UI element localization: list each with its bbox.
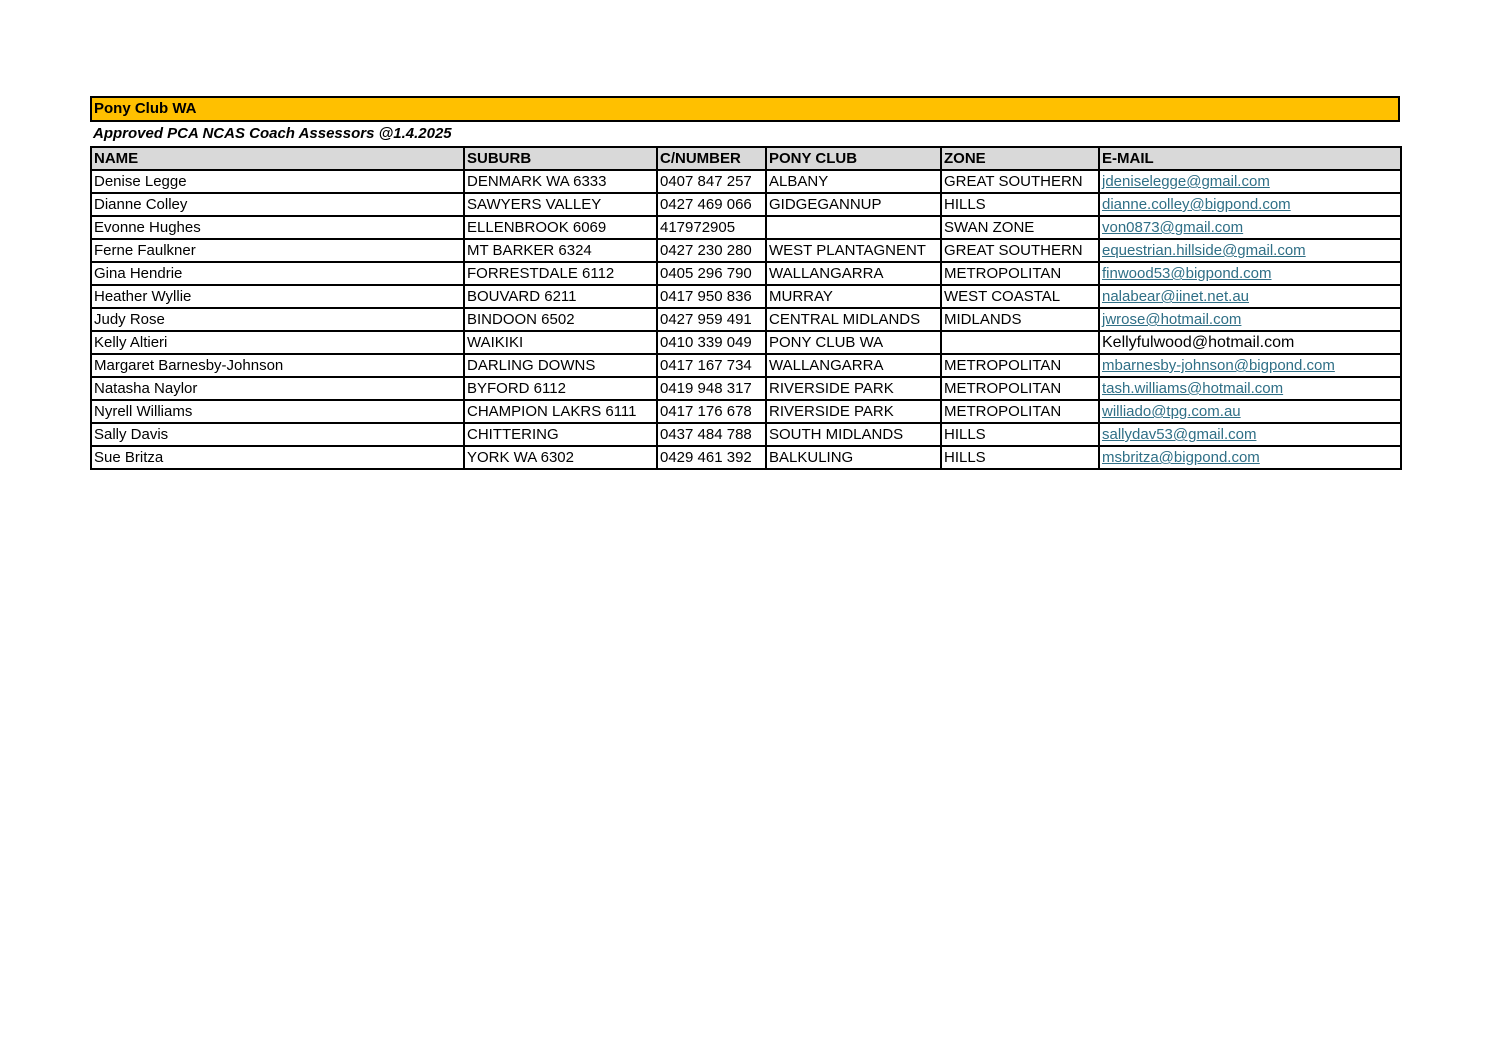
cell-zone: HILLS — [941, 446, 1099, 469]
cell-number: 0427 959 491 — [657, 308, 766, 331]
cell-number: 0437 484 788 — [657, 423, 766, 446]
cell-zone: HILLS — [941, 423, 1099, 446]
email-link[interactable]: msbritza@bigpond.com — [1102, 449, 1260, 466]
cell-email — [1099, 354, 1401, 377]
cell-email — [1099, 400, 1401, 423]
column-header-pony-club: PONY CLUB — [766, 147, 941, 170]
cell-name: Heather Wyllie — [91, 285, 464, 308]
cell-suburb: CHAMPION LAKRS 6111 — [464, 400, 657, 423]
cell-zone: GREAT SOUTHERN — [941, 170, 1099, 193]
cell-number: 417972905 — [657, 216, 766, 239]
table-row — [91, 308, 1401, 331]
table-row — [91, 170, 1401, 193]
cell-number: 0417 950 836 — [657, 285, 766, 308]
cell-email — [1099, 377, 1401, 400]
cell-email — [1099, 446, 1401, 469]
cell-name: Sue Britza — [91, 446, 464, 469]
header-row — [91, 147, 1401, 170]
cell-suburb: ELLENBROOK 6069 — [464, 216, 657, 239]
table-row — [91, 193, 1401, 216]
cell-pony-club: MURRAY — [766, 285, 941, 308]
cell-email — [1099, 308, 1401, 331]
cell-email — [1099, 239, 1401, 262]
cell-zone: METROPOLITAN — [941, 354, 1099, 377]
table-row — [91, 354, 1401, 377]
email-link[interactable]: mbarnesby-johnson@bigpond.com — [1102, 357, 1335, 374]
cell-email — [1099, 262, 1401, 285]
cell-pony-club: RIVERSIDE PARK — [766, 400, 941, 423]
table-row — [91, 331, 1401, 354]
cell-number: 0405 296 790 — [657, 262, 766, 285]
cell-email — [1099, 193, 1401, 216]
email-link[interactable]: jdeniselegge@gmail.com — [1102, 173, 1270, 190]
cell-zone: METROPOLITAN — [941, 377, 1099, 400]
cell-suburb: WAIKIKI — [464, 331, 657, 354]
cell-suburb: BINDOON 6502 — [464, 308, 657, 331]
table-row — [91, 262, 1401, 285]
cell-pony-club: WALLANGARRA — [766, 354, 941, 377]
table-row — [91, 285, 1401, 308]
cell-suburb: SAWYERS VALLEY — [464, 193, 657, 216]
email-link[interactable]: sallydav53@gmail.com — [1102, 426, 1257, 443]
cell-name: Nyrell Williams — [91, 400, 464, 423]
table-body — [91, 170, 1401, 469]
cell-pony-club: WEST PLANTAGNENT — [766, 239, 941, 262]
cell-pony-club: WALLANGARRA — [766, 262, 941, 285]
email-link[interactable]: finwood53@bigpond.com — [1102, 265, 1272, 282]
cell-name: Denise Legge — [91, 170, 464, 193]
cell-pony-club: PONY CLUB WA — [766, 331, 941, 354]
table-row — [91, 446, 1401, 469]
cell-number: 0417 167 734 — [657, 354, 766, 377]
email-link[interactable]: jwrose@hotmail.com — [1102, 311, 1242, 328]
table-row — [91, 400, 1401, 423]
column-header-name: NAME — [91, 147, 464, 170]
email-link[interactable]: nalabear@iinet.net.au — [1102, 288, 1249, 305]
cell-zone — [941, 331, 1099, 354]
cell-name: Judy Rose — [91, 308, 464, 331]
cell-email — [1099, 285, 1401, 308]
cell-suburb: DENMARK WA 6333 — [464, 170, 657, 193]
cell-name: Sally Davis — [91, 423, 464, 446]
email-link[interactable]: von0873@gmail.com — [1102, 219, 1244, 236]
cell-suburb: YORK WA 6302 — [464, 446, 657, 469]
cell-name: Natasha Naylor — [91, 377, 464, 400]
cell-zone: SWAN ZONE — [941, 216, 1099, 239]
cell-email — [1099, 331, 1401, 354]
cell-name: Margaret Barnesby-Johnson — [91, 354, 464, 377]
cell-zone: HILLS — [941, 193, 1099, 216]
cell-pony-club: ALBANY — [766, 170, 941, 193]
cell-number: 0419 948 317 — [657, 377, 766, 400]
cell-pony-club: RIVERSIDE PARK — [766, 377, 941, 400]
cell-name: Kelly Altieri — [91, 331, 464, 354]
cell-email — [1099, 423, 1401, 446]
org-banner: Pony Club WA — [90, 96, 1400, 122]
cell-pony-club: BALKULING — [766, 446, 941, 469]
cell-name: Dianne Colley — [91, 193, 464, 216]
cell-pony-club: CENTRAL MIDLANDS — [766, 308, 941, 331]
assessors-table — [90, 146, 1402, 470]
table-row — [91, 377, 1401, 400]
sheet-subtitle: Approved PCA NCAS Coach Assessors @1.4.2025 — [93, 125, 452, 142]
cell-suburb: BOUVARD 6211 — [464, 285, 657, 308]
email-link[interactable]: tash.williams@hotmail.com — [1102, 380, 1284, 397]
column-header-email: E-MAIL — [1099, 147, 1401, 170]
table-row — [91, 423, 1401, 446]
cell-suburb: BYFORD 6112 — [464, 377, 657, 400]
cell-email — [1099, 216, 1401, 239]
cell-number: 0427 469 066 — [657, 193, 766, 216]
cell-name: Evonne Hughes — [91, 216, 464, 239]
cell-suburb: MT BARKER 6324 — [464, 239, 657, 262]
column-header-suburb: SUBURB — [464, 147, 657, 170]
column-header-zone: ZONE — [941, 147, 1099, 170]
cell-number: 0407 847 257 — [657, 170, 766, 193]
cell-name: Gina Hendrie — [91, 262, 464, 285]
cell-zone: GREAT SOUTHERN — [941, 239, 1099, 262]
table-row — [91, 239, 1401, 262]
cell-suburb: DARLING DOWNS — [464, 354, 657, 377]
table-row — [91, 216, 1401, 239]
cell-name: Ferne Faulkner — [91, 239, 464, 262]
email-link[interactable]: dianne.colley@bigpond.com — [1102, 196, 1291, 213]
cell-suburb: FORRESTDALE 6112 — [464, 262, 657, 285]
cell-number: 0417 176 678 — [657, 400, 766, 423]
cell-zone: METROPOLITAN — [941, 400, 1099, 423]
cell-pony-club: GIDGEGANNUP — [766, 193, 941, 216]
cell-zone: WEST COASTAL — [941, 285, 1099, 308]
email-text: Kellyfulwood@hotmail.com — [1102, 334, 1295, 351]
cell-number: 0410 339 049 — [657, 331, 766, 354]
cell-email — [1099, 170, 1401, 193]
email-link[interactable]: williado@tpg.com.au — [1102, 403, 1241, 420]
cell-pony-club — [766, 216, 941, 239]
cell-zone: METROPOLITAN — [941, 262, 1099, 285]
email-link[interactable]: equestrian.hillside@gmail.com — [1102, 242, 1306, 259]
cell-suburb: CHITTERING — [464, 423, 657, 446]
cell-number: 0427 230 280 — [657, 239, 766, 262]
cell-number: 0429 461 392 — [657, 446, 766, 469]
cell-pony-club: SOUTH MIDLANDS — [766, 423, 941, 446]
column-header-number: C/NUMBER — [657, 147, 766, 170]
cell-zone: MIDLANDS — [941, 308, 1099, 331]
assessor-sheet — [90, 96, 1400, 470]
